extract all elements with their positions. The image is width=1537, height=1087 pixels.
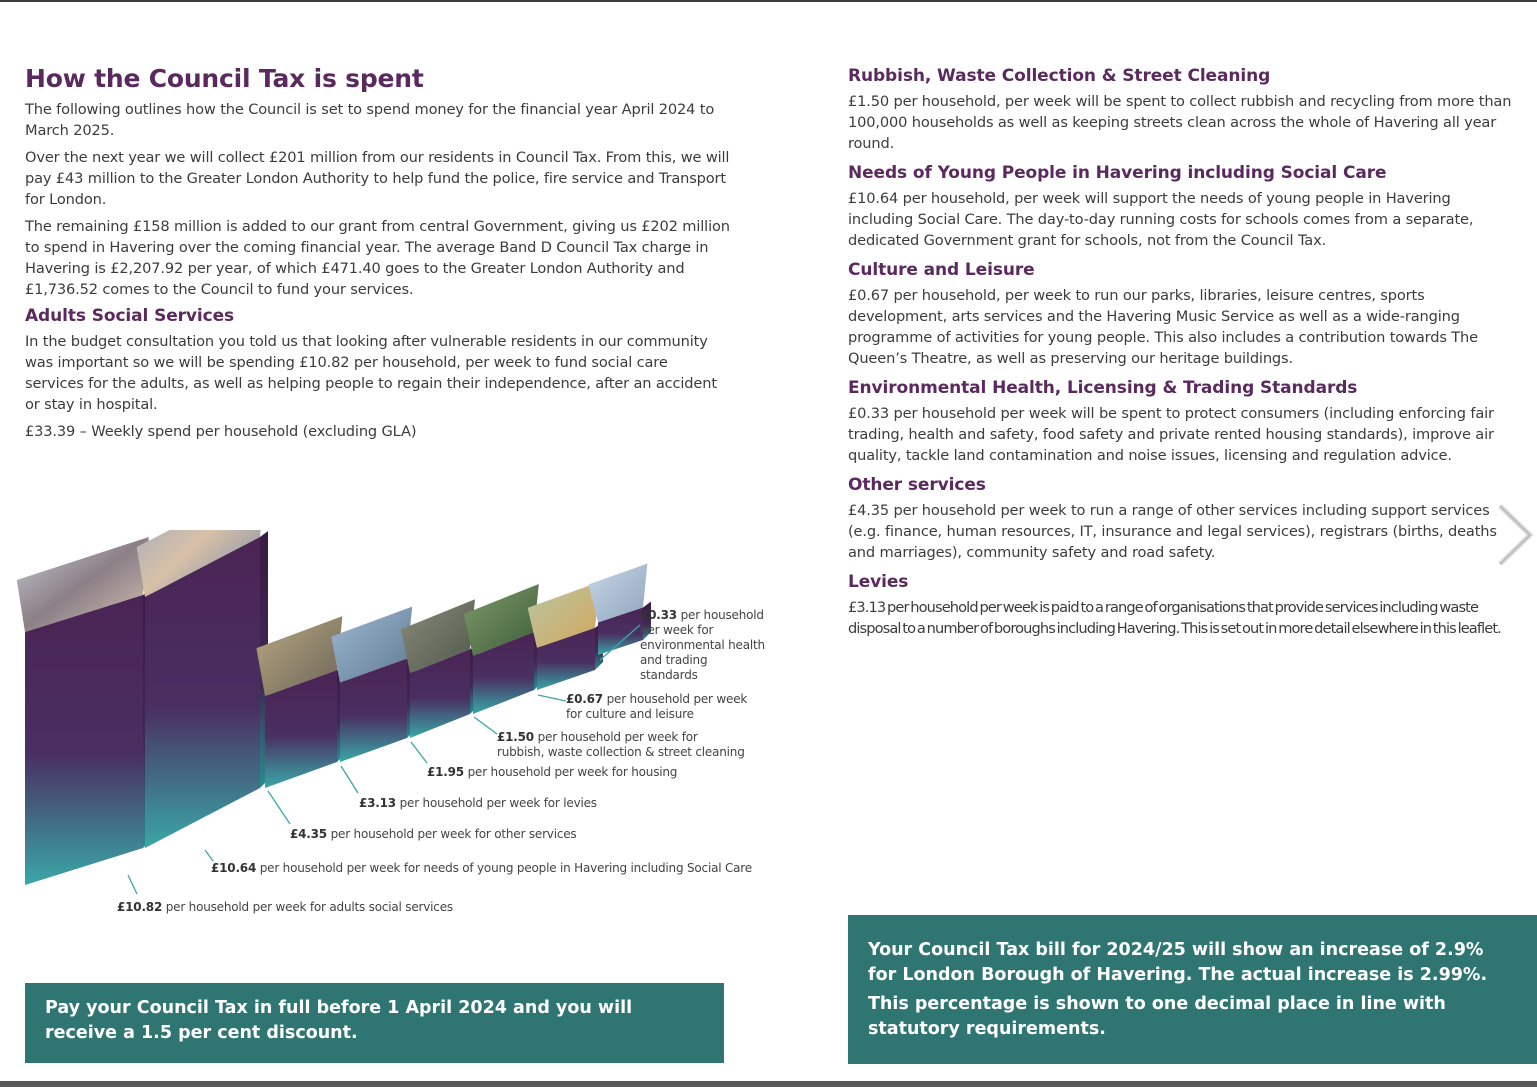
section-other-services bbox=[848, 475, 1520, 563]
weekly-total: £33.39 – Weekly spend per household (excluding GLA) bbox=[25, 423, 417, 440]
increase-text-1: Your Council Tax bill for 2024/25 will show an increase of 2.9% for London Borough of Havering. The actual increase is 2.99%. bbox=[868, 940, 1488, 985]
page-title: How the Council Tax is spent bbox=[25, 64, 424, 93]
chart-label-housing bbox=[427, 765, 787, 780]
chart-text: per household per week for rubbish, waste collection & street cleaning bbox=[497, 730, 745, 759]
chart-label-culture bbox=[566, 692, 751, 722]
leader-line-young-people bbox=[205, 850, 213, 861]
intro-paragraph-1: The following outlines how the Council is set to spend money for the financial year April 2024 to March 2025. bbox=[25, 101, 715, 139]
chart-text: per household per week for other services bbox=[330, 827, 577, 841]
section-environmental bbox=[848, 378, 1520, 466]
chart-amount: £10.64 bbox=[211, 861, 257, 875]
chart-label-rubbish bbox=[497, 730, 747, 760]
leader-line-levies bbox=[341, 766, 358, 793]
section-heading: Culture and Leisure bbox=[848, 260, 1035, 280]
chart-label-environmental bbox=[640, 608, 765, 683]
section-text: £0.67 per household, per week to run our parks, libraries, leisure centres, sports development, arts services and the Havering Music Service as well as a wide-ranging programme of activities for young people. This also includes a contribution towards The Queen’s Theatre, as well as preserving our heritage buildings. bbox=[848, 287, 1478, 367]
section-culture bbox=[848, 260, 1520, 369]
section-heading: Rubbish, Waste Collection & Street Cleaning bbox=[848, 66, 1271, 86]
chart-amount: £1.50 bbox=[497, 730, 534, 744]
section-text: £1.50 per household, per week will be spent to collect rubbish and recycling from more than 100,000 households as well as keeping streets clean across the whole of Havering all year round. bbox=[848, 93, 1512, 152]
section-heading: Environmental Health, Licensing & Trading Standards bbox=[848, 378, 1358, 398]
chart-label-levies bbox=[359, 796, 759, 811]
chart-text: per household per week for housing bbox=[467, 765, 678, 779]
chart-label-adults bbox=[117, 900, 537, 915]
leader-line-culture bbox=[538, 695, 566, 701]
bar-culture bbox=[528, 582, 603, 690]
chart-text: per household per week for needs of young people in Havering including Social Care bbox=[259, 861, 752, 875]
intro-paragraph-3: The remaining £158 million is added to our grant from central Government, giving us £202 million to spend in Havering over the coming financial year. The average Band D Council Tax charge in Havering is £2,207.92 per year, of which £471.40 goes to the Greater London Authority and £1,736.52 comes to the Council to fund your services. bbox=[25, 218, 730, 298]
bar-rubbish bbox=[464, 584, 542, 714]
left-column bbox=[25, 64, 730, 448]
leader-line-other-services bbox=[268, 791, 290, 824]
discount-callout bbox=[25, 983, 724, 1063]
right-column bbox=[848, 66, 1520, 648]
section-text: £0.33 per household per week will be spent to protect consumers (including enforcing fair trading, health and safety, food safety and private rented housing standards), improve air quality, tackle land contamination and noise issues, licensing and regulation advice. bbox=[848, 405, 1494, 464]
chart-text: per household per week for levies bbox=[399, 796, 597, 810]
section-rubbish bbox=[848, 66, 1520, 154]
chart-text: per household per week for environmental health and trading standards bbox=[640, 608, 765, 682]
bar-adults bbox=[17, 537, 151, 885]
section-text: £10.64 per household, per week will support the needs of young people in Havering including Social Care. The day-to-day running costs for schools comes from a separate, dedicated Government grant for schools, not from the Council Tax. bbox=[848, 190, 1474, 249]
bar-other-services bbox=[256, 616, 345, 788]
chart-text: per household per week for adults social services bbox=[165, 900, 453, 914]
chart-text: per household per week for culture and leisure bbox=[566, 692, 748, 721]
intro-paragraph-2: Over the next year we will collect £201 million from our residents in Council Tax. From this, we will pay £43 million to the Greater London Authority to help fund the police, fire service and Transport for London. bbox=[25, 149, 730, 208]
discount-text: Pay your Council Tax in full before 1 April 2024 and you will receive a 1.5 per cent discount. bbox=[45, 998, 633, 1043]
bar-front-face bbox=[25, 595, 143, 885]
chart-amount: £0.67 bbox=[566, 692, 603, 706]
increase-text-2: This percentage is shown to one decimal place in line with statutory requirements. bbox=[868, 994, 1446, 1039]
section-text: £3.13 per household per week is paid to a range of organisations that provide services including waste disposal to a number of boroughs including Havering. This is set out in more detail elsewhere in this leaflet. bbox=[848, 599, 1501, 637]
leader-line-adults bbox=[128, 875, 137, 894]
section-text: £4.35 per household per week to run a range of other services including support services (e.g. finance, human resources, IT, insurance and legal services), registrars (births, deaths and marriages), community safety and road safety. bbox=[848, 502, 1497, 561]
chart-label-other-services bbox=[290, 827, 710, 842]
chevron-right-icon[interactable] bbox=[1494, 500, 1534, 570]
section-heading: Other services bbox=[848, 475, 986, 495]
chart-amount: £10.82 bbox=[117, 900, 163, 914]
chart-amount: £4.35 bbox=[290, 827, 327, 841]
adults-heading: Adults Social Services bbox=[25, 306, 235, 326]
section-young-people bbox=[848, 163, 1520, 251]
top-rule bbox=[0, 0, 1537, 2]
chart-amount: £3.13 bbox=[359, 796, 396, 810]
leader-line-rubbish bbox=[474, 717, 497, 734]
increase-callout bbox=[848, 915, 1537, 1064]
bar-young-people bbox=[137, 530, 268, 848]
section-levies bbox=[848, 572, 1520, 639]
chart-amount: £0.33 bbox=[640, 608, 677, 622]
section-heading: Needs of Young People in Havering including Social Care bbox=[848, 163, 1387, 183]
adults-paragraph: In the budget consultation you told us that looking after vulnerable residents in our community was important so we will be spending £10.82 per household, per week to fund social care services for the adults, as well as helping people to regain their independence, after an accident or stay in hospital. bbox=[25, 333, 717, 413]
chart-amount: £1.95 bbox=[427, 765, 464, 779]
bottom-rule bbox=[0, 1081, 1537, 1087]
leader-line-housing bbox=[411, 742, 427, 763]
section-heading: Levies bbox=[848, 572, 909, 592]
chart-label-young-people bbox=[211, 861, 771, 876]
